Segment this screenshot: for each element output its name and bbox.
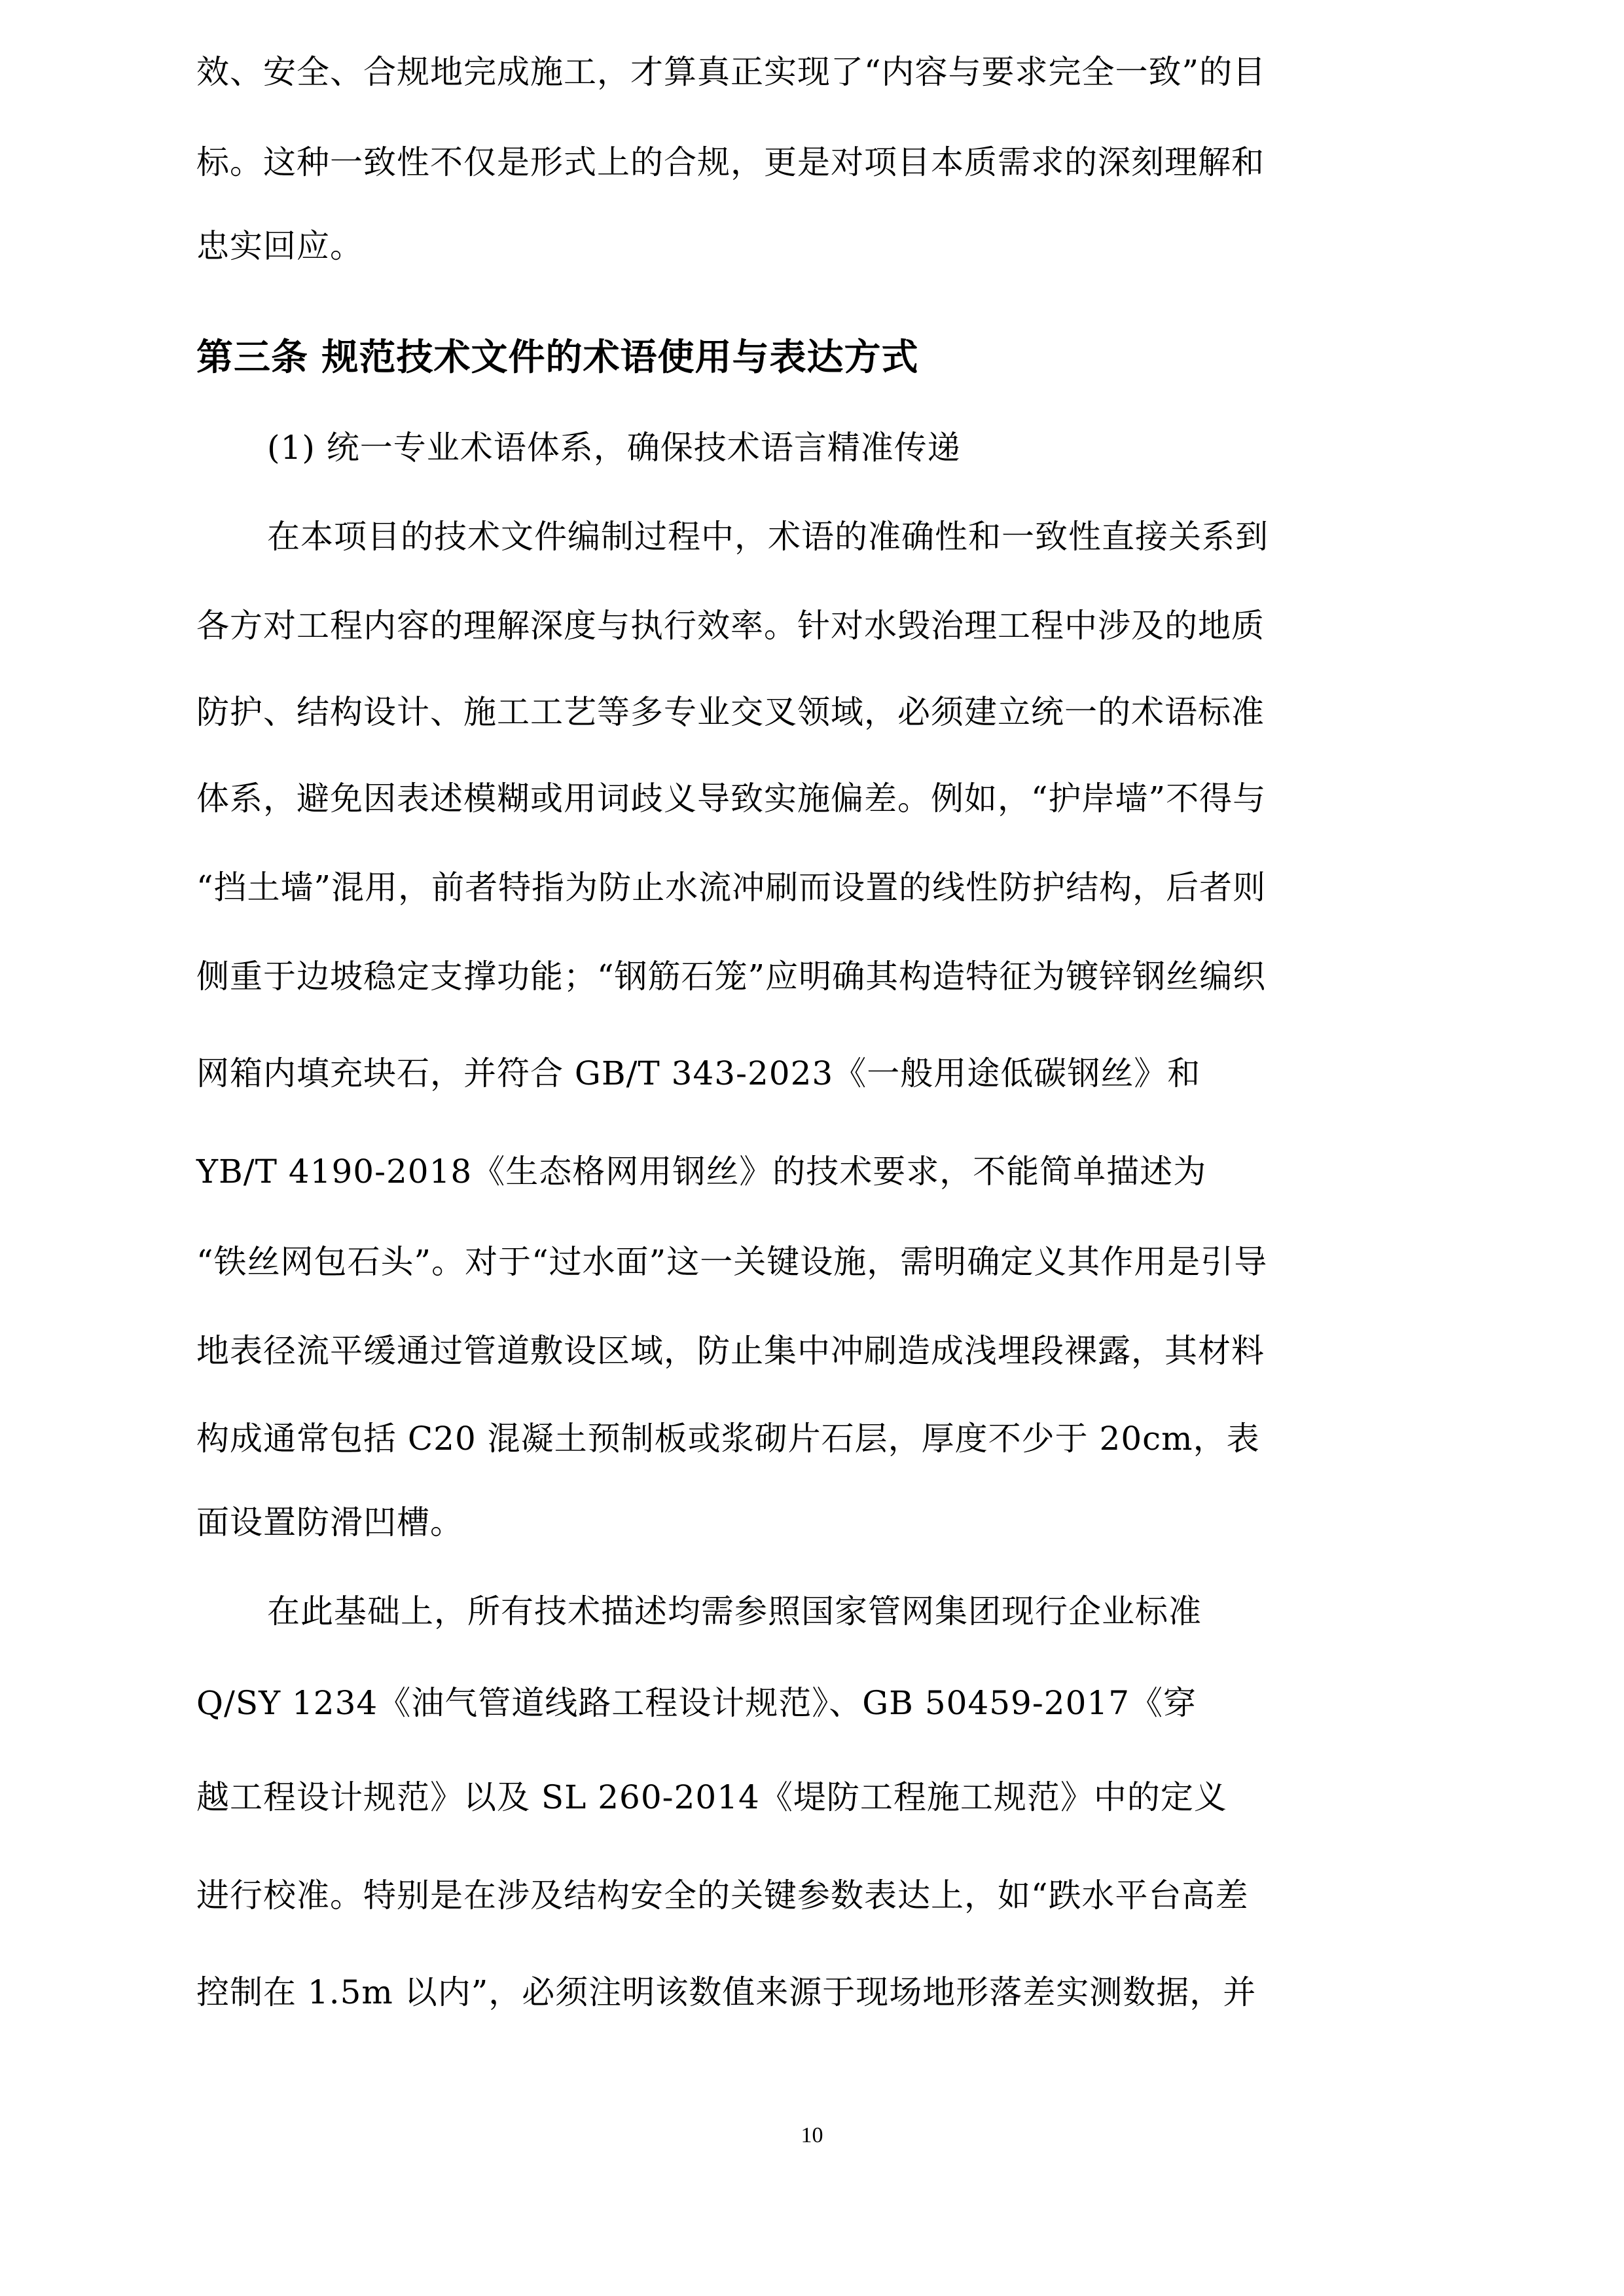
paragraph2-line-1: 在此基础上，所有技术描述均需参照国家管网集团现行企业标准 — [267, 1592, 1202, 1630]
paragraph2-line-2: Q/SY 1234《油气管道线路工程设计规范》、GB 50459-2017《穿 — [196, 1684, 1197, 1722]
paragraph1-line-1: 在本项目的技术文件编制过程中，术语的准确性和一致性直接关系到 — [267, 518, 1269, 556]
paragraph1-line-6: 侧重于边坡稳定支撑功能；“钢筋石笼”应明确其构造特征为镀锌钢丝编织 — [196, 958, 1267, 996]
paragraph2-line-5: 控制在 1.5m 以内”，必须注明该数值来源于现场地形落差实测数据，并 — [196, 1973, 1257, 2011]
intro-line-3: 忠实回应。 — [196, 227, 363, 265]
intro-line-1: 效、安全、合规地完成施工，才算真正实现了“内容与要求完全一致”的目 — [196, 53, 1267, 91]
paragraph1-line-3: 防护、结构设计、施工工艺等多专业交叉领域，必须建立统一的术语标准 — [196, 693, 1265, 731]
page-number: 10 — [801, 2123, 823, 2147]
intro-line-2: 标。这种一致性不仅是形式上的合规，更是对项目本质需求的深刻理解和 — [196, 143, 1265, 181]
paragraph2-line-4: 进行校准。特别是在涉及结构安全的关键参数表达上，如“跌水平台高差 — [196, 1876, 1249, 1914]
paragraph1-line-2: 各方对工程内容的理解深度与执行效率。针对水毁治理工程中涉及的地质 — [196, 607, 1265, 645]
paragraph1-line-4: 体系，避免因表述模糊或用词歧义导致实施偏差。例如，“护岸墙”不得与 — [196, 780, 1267, 817]
paragraph1-line-7: 网箱内填充块石，并符合 GB/T 343-2023《一般用途低碳钢丝》和 — [196, 1054, 1201, 1092]
paragraph2-line-3: 越工程设计规范》以及 SL 260-2014《堤防工程施工规范》中的定义 — [196, 1778, 1227, 1816]
section-subheading: (1) 统一专业术语体系，确保技术语言精准传递 — [267, 429, 961, 467]
paragraph1-line-9: “铁丝网包石头”。对于“过水面”这一关键设施，需明确定义其作用是引导 — [196, 1243, 1268, 1281]
section-heading: 第三条 规范技术文件的术语使用与表达方式 — [196, 336, 919, 379]
paragraph1-line-10: 地表径流平缓通过管道敷设区域，防止集中冲刷造成浅埋段裸露，其材料 — [196, 1332, 1265, 1370]
paragraph1-line-5: “挡土墙”混用，前者特指为防止水流冲刷而设置的线性防护结构，后者则 — [196, 869, 1267, 906]
paragraph1-line-12: 面设置防滑凹槽。 — [196, 1503, 463, 1541]
paragraph1-line-8: YB/T 4190-2018《生态格网用钢丝》的技术要求，不能简单描述为 — [196, 1153, 1207, 1191]
paragraph1-line-11: 构成通常包括 C20 混凝土预制板或浆砌片石层，厚度不少于 20cm，表 — [196, 1420, 1260, 1458]
